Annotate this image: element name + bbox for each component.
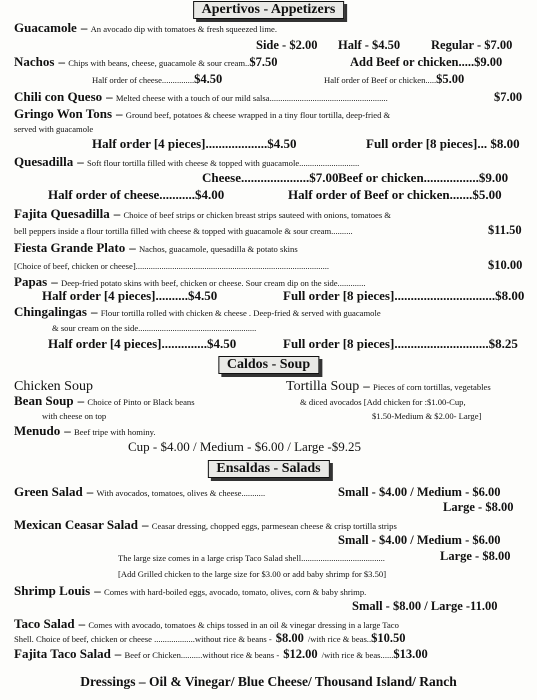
item-name: Taco Salad — [14, 616, 75, 631]
item-price: $11.50 — [488, 223, 522, 237]
half-cheese-price: $4.50 — [194, 72, 223, 86]
mexican-addon — [118, 566, 386, 581]
tortilla-desc-2 — [300, 394, 466, 409]
price-beef-chicken: Add Beef or chicken.....$9.00 — [350, 55, 503, 69]
price-half-cheese: Half order of cheese...........$4.00 — [48, 187, 225, 202]
item-name: Fajita Taco Salad — [14, 646, 111, 661]
large-note: The large size comes in a large crisp Taco Salad shell....................................... — [118, 553, 385, 563]
item-desc-2: & sour cream on the side....................................................... — [52, 323, 257, 333]
menu-item-guacamole: Guacamole – An avocado dip with tomatoes & fresh squeezed lime. — [14, 20, 277, 35]
item-name: Menudo — [14, 423, 61, 438]
price-side: Side - $2.00 — [256, 38, 318, 52]
menu-item-menudo: Menudo – Beef tripe with hominy. — [14, 423, 156, 438]
with-label: /with rice & beas...... — [321, 650, 394, 660]
price-half-order: Half order [4 pieces]..............$4.50 — [48, 336, 237, 351]
item-desc: Soft flour tortilla filled with cheese & topped with guacamole............................ — [87, 158, 360, 168]
item-name: Green Salad — [14, 484, 83, 499]
choice-text: [Choice of beef, chicken or cheese].......................................................................................... — [14, 261, 330, 271]
price-full-order: Full order [8 pieces]...............................$8.00 — [283, 288, 525, 303]
price-beef-chicken: Beef or chicken.................$9.00 — [338, 170, 509, 185]
addon-note: [Add Grilled chicken to the large size for $3.00 or add baby shrimp for $3.50] — [118, 569, 387, 579]
item-price: $10.00 — [488, 258, 523, 272]
menu-item-wontons: Gringo Won Tons – Ground beef, potatoes & cheese wrapped in a tiny flour tortilla, deep-fried & — [14, 106, 391, 121]
menu-item-fiesta-grande: Fiesta Grande Plato – Nachos, guacamole, quesadilla & potato skins — [14, 240, 298, 255]
menu-item-fajita-taco-salad: Fajita Taco Salad – Beef or Chicken..........without rice & beans - $12.00 /with rice & beas......$13.00 — [14, 646, 428, 661]
item-desc: An avocado dip with tomatoes & fresh squeezed lime. — [90, 24, 277, 34]
menu-item-mexican-ceasar: Mexican Ceasar Salad – Ceasar dressing, chopped eggs, parmesean cheese & crisp tortilla strips — [14, 517, 397, 532]
item-desc: Choice of Pinto or Black beans — [87, 397, 195, 407]
price-regular: Regular - $7.00 — [431, 38, 513, 52]
item-name: Tortilla Soup — [286, 379, 360, 394]
item-name: Papas — [14, 274, 48, 289]
item-name: Gringo Won Tons — [14, 106, 113, 121]
half-cheese-label: Half order of cheese............... — [92, 75, 195, 85]
nachos-half-beef-row — [324, 72, 464, 87]
price-without: $12.00 — [283, 647, 318, 661]
taco-price-row — [14, 631, 405, 646]
item-name: Nachos — [14, 54, 55, 69]
item-name: Fiesta Grande Plato — [14, 240, 126, 255]
item-desc: Deep-fried potato skins with beef, chicken or cheese. Sour cream dip on the side............. — [60, 278, 366, 288]
section-header-appetizers: Apertivos - Appetizers — [193, 1, 345, 19]
item-desc-3: $1.50-Medium & $2.00- Large] — [372, 411, 482, 421]
menu-item-shrimp-louis: Shrimp Louis – Comes with hard-boiled eggs, avocado, tomato, olives, corn & baby shrimp. — [14, 583, 367, 598]
price-half: Half - $4.50 — [338, 38, 401, 52]
item-desc-2: served with guacamole — [14, 124, 94, 134]
half-beef-price: $5.00 — [436, 72, 465, 86]
item-desc: Nachos, guacamole, quesadilla & potato skins — [138, 244, 298, 254]
price-with: $10.50 — [371, 631, 406, 645]
item-desc: Beef tripe with hominy. — [73, 427, 156, 437]
item-name: Guacamole — [14, 20, 77, 35]
section-header-soup: Caldos - Soup — [218, 356, 319, 374]
item-desc: Beef or Chicken..........without rice & beans - — [124, 650, 280, 660]
item-desc: Comes with hard-boiled eggs, avocado, tomato, olives, corn & baby shrimp. — [103, 587, 367, 597]
item-name: Bean Soup — [14, 393, 74, 408]
nachos-half-row — [92, 72, 222, 87]
item-desc: Choice of beef strips or chicken breast strips sauteed with onions, tomatoes & — [123, 210, 391, 220]
item-desc: Ground beef, potatoes & cheese wrapped in a tiny flour tortilla, deep-fried & — [125, 110, 391, 120]
menu-item-chicken-soup — [14, 379, 93, 394]
menu-item-bean-soup: Bean Soup – Choice of Pinto or Black beans — [14, 393, 195, 408]
menu-item-fajita-quesadilla: Fajita Quesadilla – Choice of beef strips or chicken breast strips sauteed with onions, tomatoes & — [14, 206, 391, 221]
item-desc: Flour tortilla rolled with chicken & cheese . Deep-fried & served with guacamole — [100, 308, 381, 318]
item-desc: With avocados, tomatoes, olives & cheese........... — [96, 488, 266, 498]
item-desc-2: bell peppers inside a flour tortilla filled with cheese & topped with guacamole & sour cream.......... — [14, 226, 353, 236]
item-name: Mexican Ceasar Salad — [14, 517, 138, 532]
item-desc: Pieces of corn tortillas, vegetables — [373, 382, 491, 392]
wontons-desc-2 — [14, 121, 93, 136]
menu-item-taco-salad: Taco Salad – Comes with avocado, tomatoes & chips tossed in an oil & vinegar dressing in a large Taco — [14, 616, 399, 631]
item-desc: Ceasar dressing, chopped eggs, parmesean cheese & crisp tortilla strips — [151, 521, 397, 531]
ching-desc-2 — [52, 320, 256, 335]
menu-item-green-salad: Green Salad – With avocados, tomatoes, olives & cheese........... — [14, 484, 266, 499]
half-beef-label: Half order of Beef or chicken..... — [324, 75, 437, 85]
item-desc: Chips with beans, cheese, guacamole & sour cream.. — [68, 58, 250, 68]
price-full-order: Full order [8 pieces]... $8.00 — [366, 136, 520, 151]
fiesta-choice — [14, 258, 329, 273]
price-half-beef: Half order of Beef or chicken.......$5.00 — [288, 187, 502, 202]
item-price: $7.00 — [494, 90, 523, 104]
soup-prices: Cup - $4.00 / Medium - $6.00 / Large -$9.25 — [128, 439, 362, 454]
item-desc-2: with cheese on top — [42, 411, 107, 421]
price-large: Large - $8.00 — [440, 549, 511, 563]
price-small-medium: Small - $4.00 / Medium - $6.00 — [338, 533, 501, 547]
item-name: Chicken Soup — [14, 379, 93, 394]
price-small-medium: Small - $4.00 / Medium - $6.00 — [338, 485, 501, 499]
menu-item-quesadilla: Quesadilla – Soft flour tortilla filled with cheese & topped with guacamole............................ — [14, 154, 360, 169]
item-name: Quesadilla — [14, 154, 74, 169]
item-name: Chili con Queso — [14, 89, 103, 104]
taco-shell-text: Shell. Choice of beef, chicken or cheese ...................without rice & beans - — [14, 634, 272, 644]
tortilla-desc-3 — [372, 408, 481, 423]
menu-item-chingalingas: Chingalingas – Flour tortilla rolled with chicken & cheese . Deep-fried & served with guacamole — [14, 304, 381, 319]
fajita-q-desc-2 — [14, 223, 353, 238]
price-half-order: Half order [4 pieces]...................$4.50 — [92, 136, 297, 151]
menu-item-tortilla-soup: Tortilla Soup – Pieces of corn tortillas, vegetables — [286, 378, 491, 394]
item-price: $7.50 — [249, 55, 278, 69]
menu-item-nachos: Nachos – Chips with beans, cheese, guacamole & sour cream..$7.50 — [14, 54, 278, 69]
item-desc: Melted cheese with a touch of our mild salsa....................................................... — [115, 93, 388, 103]
price-full-order: Full order [8 pieces].............................$8.25 — [283, 336, 518, 351]
price-cheese: Cheese.....................$7.00 — [202, 170, 339, 185]
price-large: Large - $8.00 — [443, 500, 514, 514]
item-desc-2: & diced avocados [Add chicken for :$1.00-Cup, — [300, 397, 466, 407]
dressings-line: Dressings – Oil & Vinegar/ Blue Cheese/ Thousand Island/ Ranch — [80, 674, 457, 689]
menu-item-papas: Papas – Deep-fried potato skins with beef, chicken or cheese. Sour cream dip on the side............. — [14, 274, 366, 289]
item-name: Fajita Quesadilla — [14, 206, 110, 221]
menu-item-chili: Chili con Queso – Melted cheese with a touch of our mild salsa....................................................... — [14, 89, 388, 104]
price-without: $8.00 — [275, 631, 304, 645]
mexican-note — [118, 550, 385, 565]
price-half-order: Half order [4 pieces]..........$4.50 — [42, 288, 218, 303]
item-desc: Comes with avocado, tomatoes & chips tossed in an oil & vinegar dressing in a large Taco — [88, 620, 399, 630]
item-name: Chingalingas — [14, 304, 87, 319]
price-with: $13.00 — [393, 647, 428, 661]
with-label: /with rice & beas.. — [307, 634, 372, 644]
item-name: Shrimp Louis — [14, 583, 91, 598]
item-price: Small - $8.00 / Large -11.00 — [352, 599, 498, 613]
bean-desc-2 — [42, 408, 106, 423]
section-header-salads: Ensaldas - Salads — [207, 460, 329, 478]
